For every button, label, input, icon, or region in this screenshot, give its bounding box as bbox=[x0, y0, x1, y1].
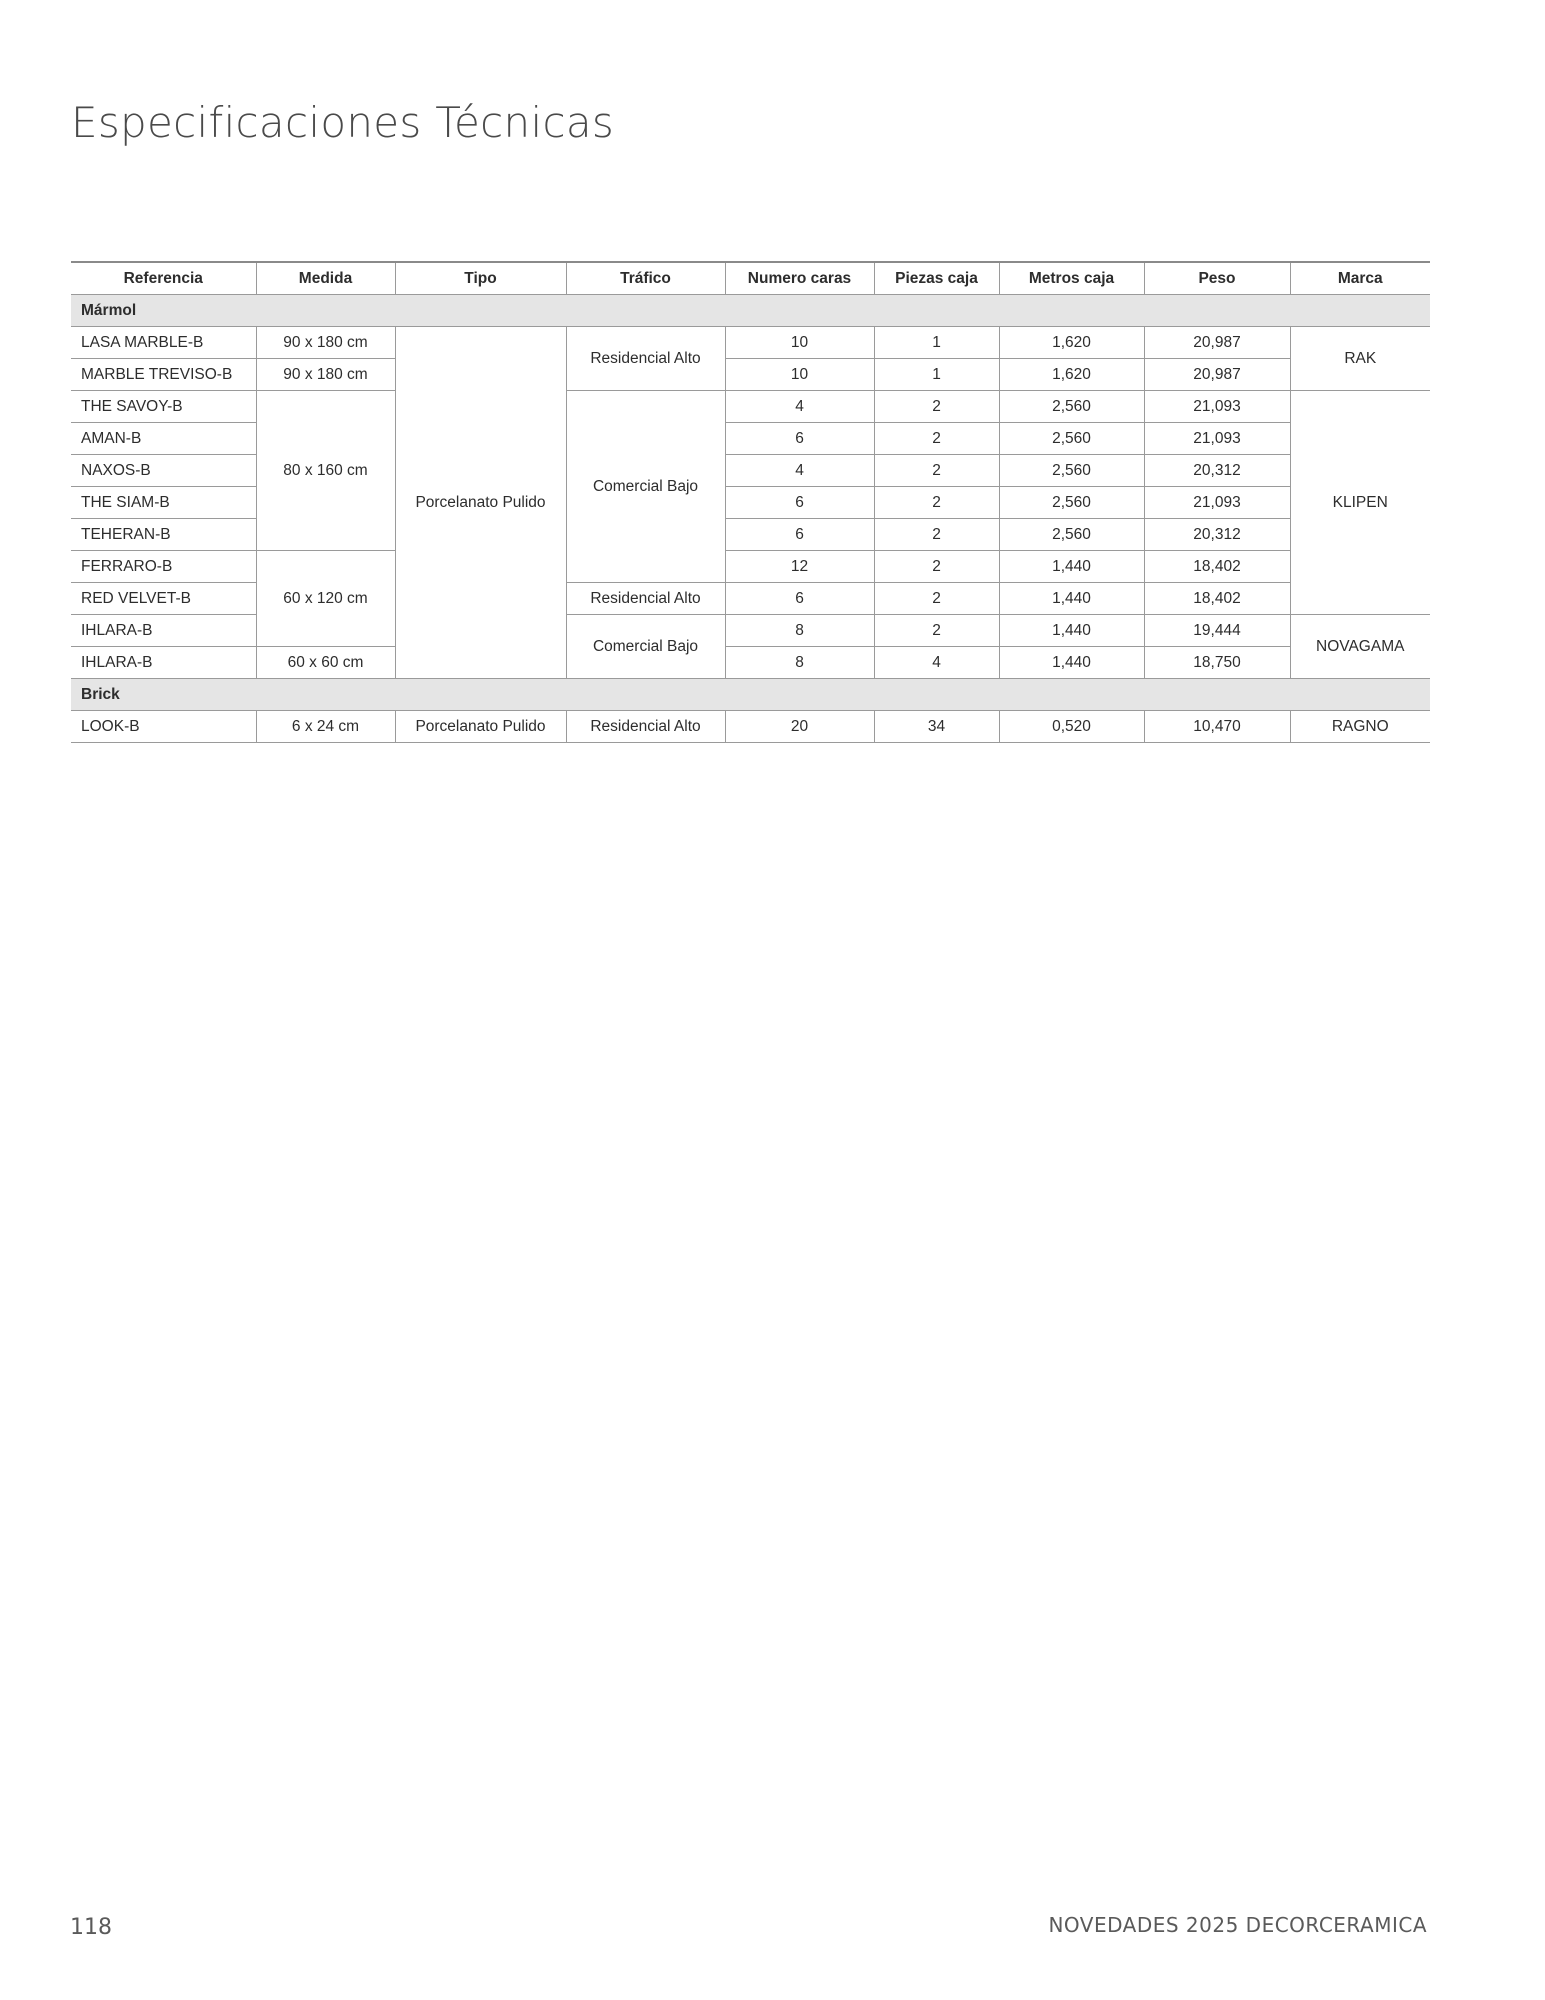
cell-metros-caja: 1,440 bbox=[999, 551, 1144, 583]
cell-marca: NOVAGAMA bbox=[1290, 615, 1430, 679]
cell-referencia: RED VELVET-B bbox=[71, 583, 256, 615]
cell-numero-caras: 6 bbox=[725, 487, 874, 519]
group-row-marmol bbox=[71, 295, 1430, 327]
cell-metros-caja: 1,440 bbox=[999, 647, 1144, 679]
cell-peso: 21,093 bbox=[1144, 423, 1290, 455]
cell-trafico: Comercial Bajo bbox=[566, 615, 725, 679]
cell-peso: 10,470 bbox=[1144, 711, 1290, 743]
table-row bbox=[71, 711, 1430, 743]
cell-numero-caras: 4 bbox=[725, 455, 874, 487]
cell-metros-caja: 2,560 bbox=[999, 487, 1144, 519]
cell-piezas-caja: 4 bbox=[874, 647, 999, 679]
cell-numero-caras: 10 bbox=[725, 359, 874, 391]
cell-referencia: NAXOS-B bbox=[71, 455, 256, 487]
cell-tipo: Porcelanato Pulido bbox=[395, 711, 566, 743]
cell-trafico: Comercial Bajo bbox=[566, 391, 725, 583]
cell-peso: 20,987 bbox=[1144, 327, 1290, 359]
cell-piezas-caja: 2 bbox=[874, 583, 999, 615]
cell-piezas-caja: 2 bbox=[874, 615, 999, 647]
cell-piezas-caja: 2 bbox=[874, 519, 999, 551]
cell-piezas-caja: 2 bbox=[874, 391, 999, 423]
cell-numero-caras: 6 bbox=[725, 519, 874, 551]
cell-referencia: TEHERAN-B bbox=[71, 519, 256, 551]
cell-metros-caja: 2,560 bbox=[999, 391, 1144, 423]
cell-medida: 90 x 180 cm bbox=[256, 359, 395, 391]
column-header-trafico: Tráfico bbox=[566, 262, 725, 295]
cell-marca: KLIPEN bbox=[1290, 391, 1430, 615]
cell-marca: RAK bbox=[1290, 327, 1430, 391]
cell-piezas-caja: 34 bbox=[874, 711, 999, 743]
cell-piezas-caja: 2 bbox=[874, 455, 999, 487]
column-header-piezas-caja: Piezas caja bbox=[874, 262, 999, 295]
cell-medida: 80 x 160 cm bbox=[256, 391, 395, 551]
cell-referencia: FERRARO-B bbox=[71, 551, 256, 583]
table-row bbox=[71, 359, 1430, 391]
cell-piezas-caja: 1 bbox=[874, 327, 999, 359]
cell-metros-caja: 2,560 bbox=[999, 519, 1144, 551]
cell-trafico: Residencial Alto bbox=[566, 327, 725, 391]
column-header-peso: Peso bbox=[1144, 262, 1290, 295]
cell-referencia: MARBLE TREVISO-B bbox=[71, 359, 256, 391]
cell-referencia: THE SAVOY-B bbox=[71, 391, 256, 423]
table-header-row bbox=[71, 262, 1430, 295]
cell-metros-caja: 1,440 bbox=[999, 583, 1144, 615]
cell-metros-caja: 1,620 bbox=[999, 327, 1144, 359]
cell-peso: 19,444 bbox=[1144, 615, 1290, 647]
cell-referencia: AMAN-B bbox=[71, 423, 256, 455]
cell-piezas-caja: 1 bbox=[874, 359, 999, 391]
cell-numero-caras: 8 bbox=[725, 615, 874, 647]
group-label: Brick bbox=[71, 679, 1430, 711]
cell-medida: 60 x 60 cm bbox=[256, 647, 395, 679]
cell-metros-caja: 2,560 bbox=[999, 455, 1144, 487]
cell-marca: RAGNO bbox=[1290, 711, 1430, 743]
cell-numero-caras: 10 bbox=[725, 327, 874, 359]
cell-piezas-caja: 2 bbox=[874, 487, 999, 519]
cell-numero-caras: 20 bbox=[725, 711, 874, 743]
cell-metros-caja: 2,560 bbox=[999, 423, 1144, 455]
page-number: 118 bbox=[70, 1915, 112, 1940]
cell-numero-caras: 6 bbox=[725, 583, 874, 615]
table-row bbox=[71, 647, 1430, 679]
cell-referencia: IHLARA-B bbox=[71, 615, 256, 647]
cell-numero-caras: 6 bbox=[725, 423, 874, 455]
group-row-brick bbox=[71, 679, 1430, 711]
cell-metros-caja: 1,620 bbox=[999, 359, 1144, 391]
cell-numero-caras: 12 bbox=[725, 551, 874, 583]
cell-peso: 21,093 bbox=[1144, 487, 1290, 519]
cell-peso: 20,312 bbox=[1144, 519, 1290, 551]
cell-medida: 6 x 24 cm bbox=[256, 711, 395, 743]
column-header-numero-caras: Numero caras bbox=[725, 262, 874, 295]
cell-trafico: Residencial Alto bbox=[566, 711, 725, 743]
cell-piezas-caja: 2 bbox=[874, 423, 999, 455]
table-row bbox=[71, 391, 1430, 423]
cell-numero-caras: 8 bbox=[725, 647, 874, 679]
cell-peso: 18,402 bbox=[1144, 583, 1290, 615]
column-header-medida: Medida bbox=[256, 262, 395, 295]
table-row bbox=[71, 551, 1430, 583]
cell-peso: 20,312 bbox=[1144, 455, 1290, 487]
cell-metros-caja: 1,440 bbox=[999, 615, 1144, 647]
cell-medida: 90 x 180 cm bbox=[256, 327, 395, 359]
cell-tipo: Porcelanato Pulido bbox=[395, 327, 566, 679]
column-header-referencia: Referencia bbox=[71, 262, 256, 295]
cell-peso: 18,402 bbox=[1144, 551, 1290, 583]
cell-referencia: THE SIAM-B bbox=[71, 487, 256, 519]
cell-medida: 60 x 120 cm bbox=[256, 551, 395, 647]
cell-metros-caja: 0,520 bbox=[999, 711, 1144, 743]
table-row bbox=[71, 327, 1430, 359]
cell-referencia: LASA MARBLE-B bbox=[71, 327, 256, 359]
cell-referencia: IHLARA-B bbox=[71, 647, 256, 679]
cell-referencia: LOOK-B bbox=[71, 711, 256, 743]
footer-publication-title: NOVEDADES 2025 DECORCERAMICA bbox=[1048, 1913, 1427, 1937]
column-header-metros-caja: Metros caja bbox=[999, 262, 1144, 295]
page-title: Especificaciones Técnicas bbox=[71, 98, 615, 147]
column-header-marca: Marca bbox=[1290, 262, 1430, 295]
cell-numero-caras: 4 bbox=[725, 391, 874, 423]
cell-peso: 20,987 bbox=[1144, 359, 1290, 391]
group-label: Mármol bbox=[71, 295, 1430, 327]
cell-piezas-caja: 2 bbox=[874, 551, 999, 583]
column-header-tipo: Tipo bbox=[395, 262, 566, 295]
cell-peso: 18,750 bbox=[1144, 647, 1290, 679]
cell-trafico: Residencial Alto bbox=[566, 583, 725, 615]
cell-peso: 21,093 bbox=[1144, 391, 1290, 423]
specifications-table bbox=[71, 261, 1430, 743]
